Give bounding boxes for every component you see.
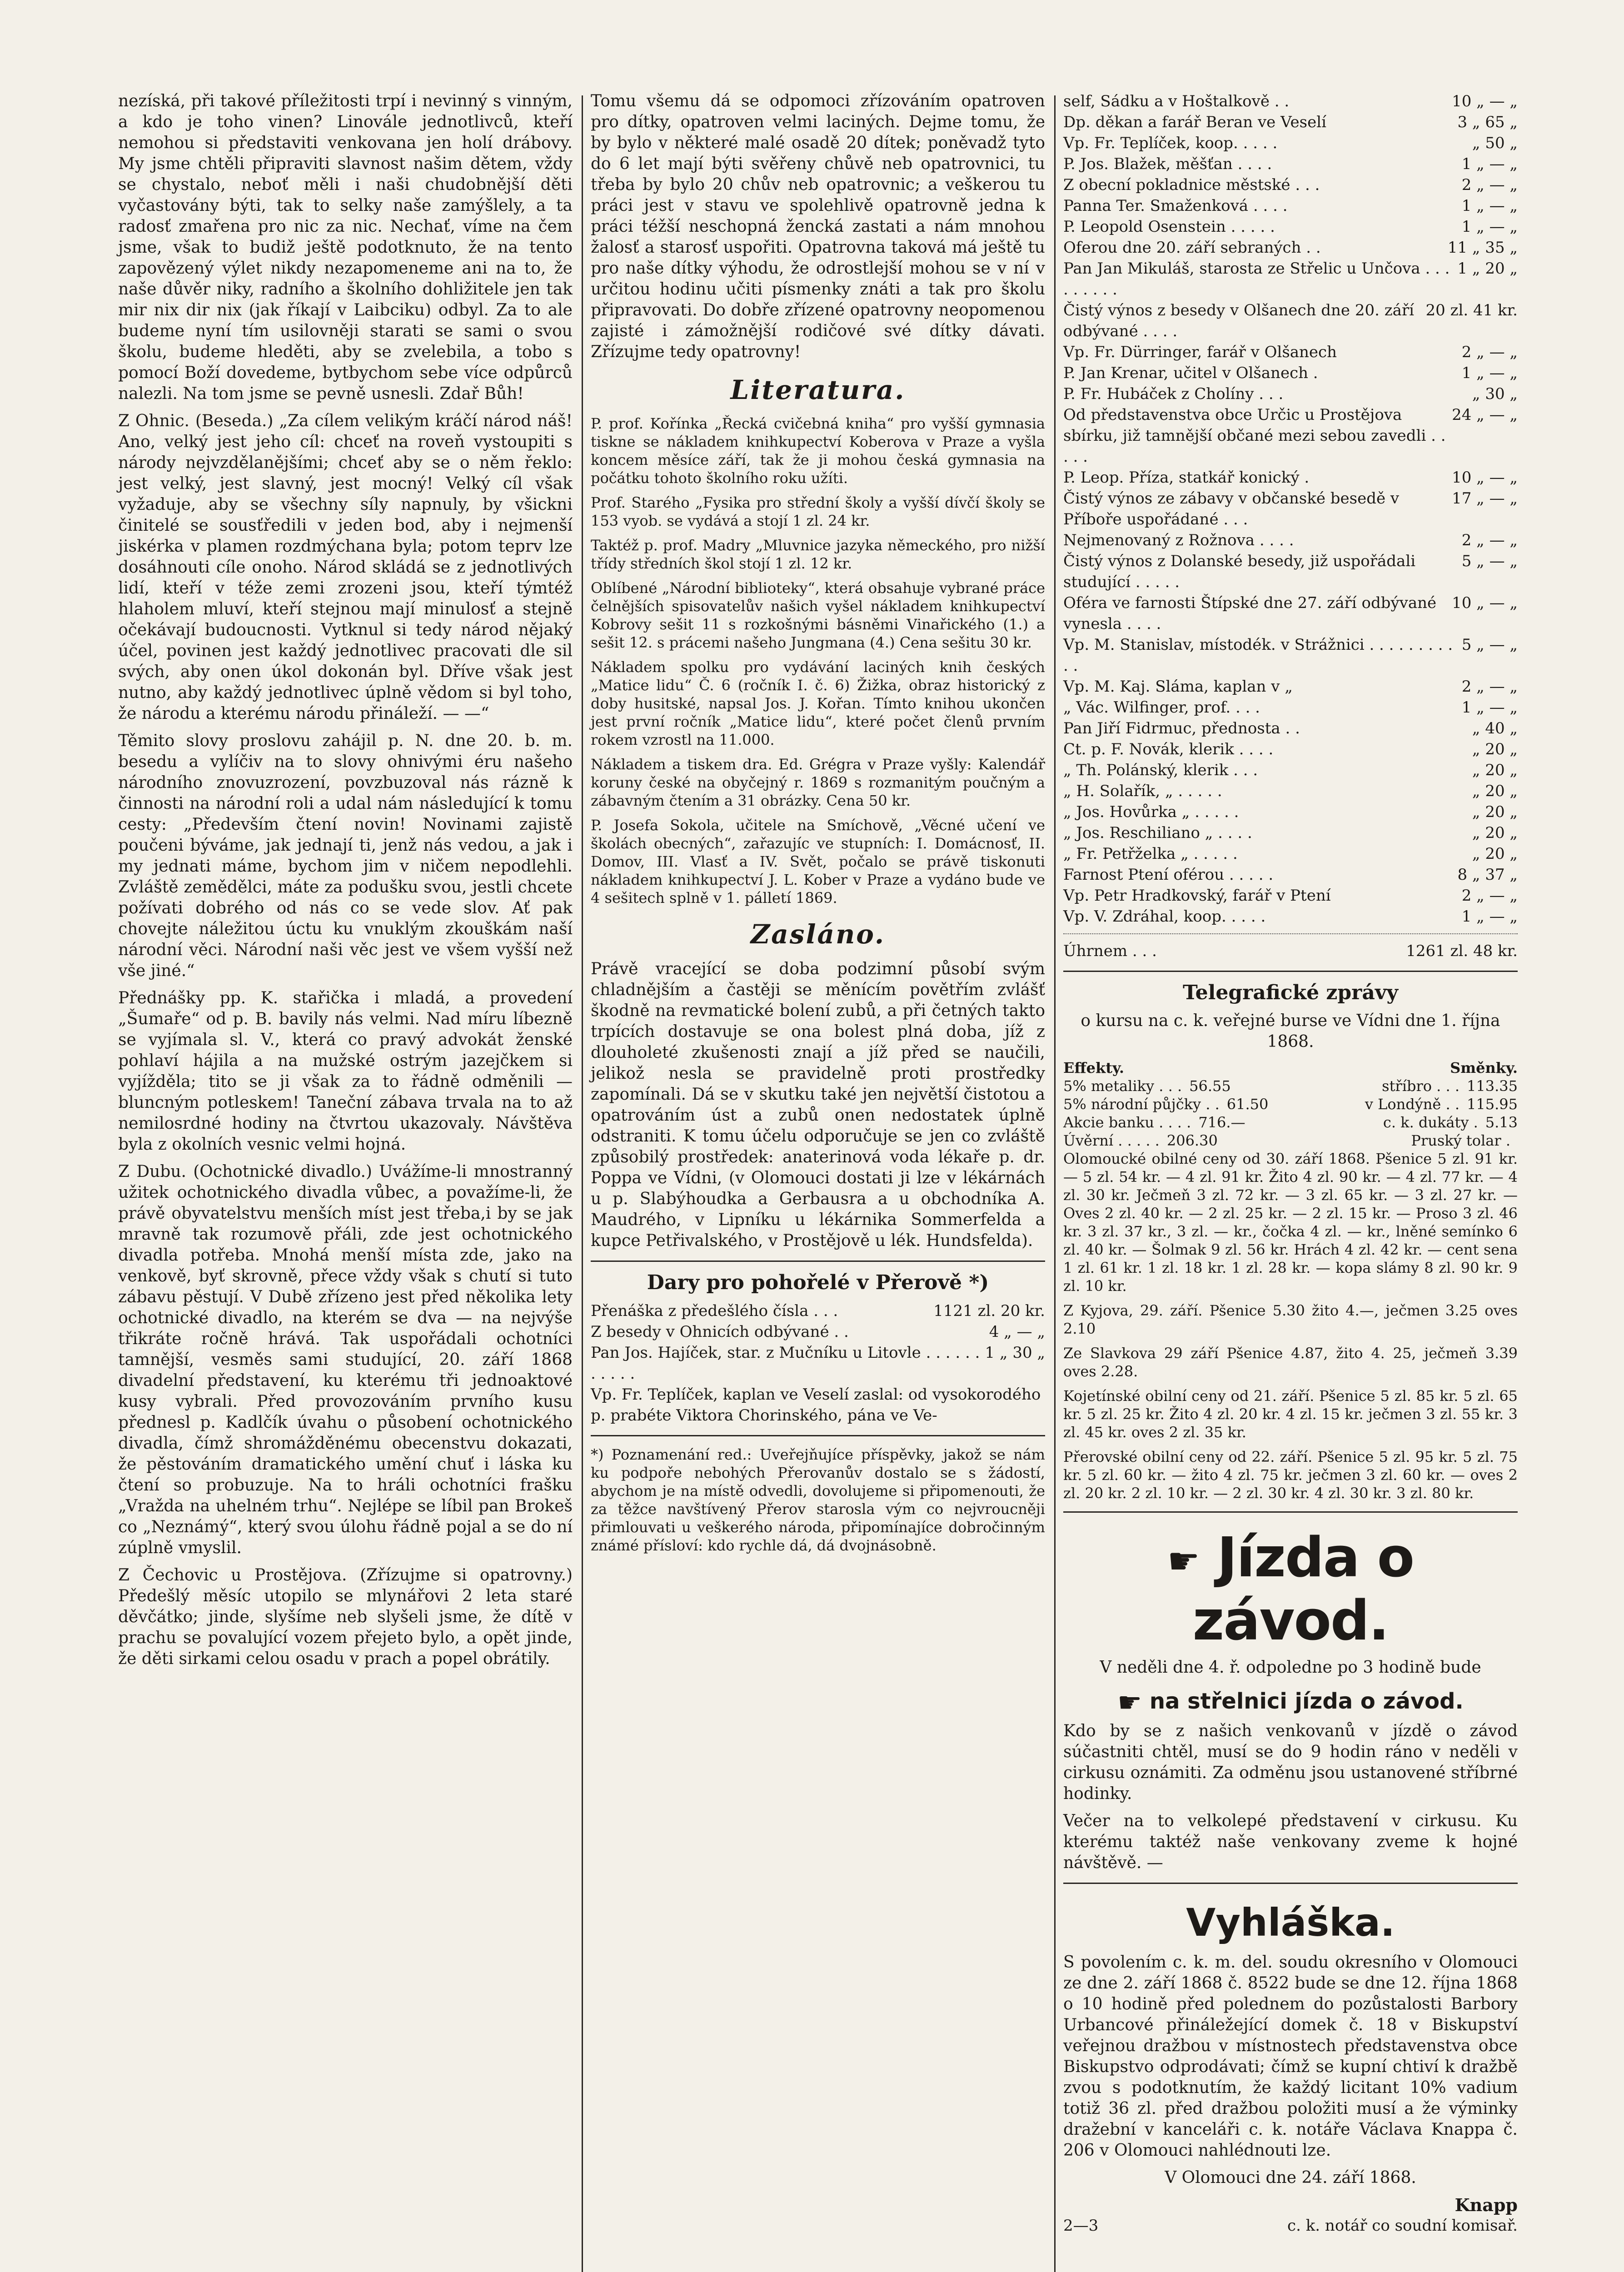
donor-row: „ H. Solařík, „ . . . . . „ 20 „ [1063, 782, 1518, 800]
pointing-hand-icon: ☛ [1117, 1687, 1142, 1719]
donor-row: Z obecní pokladnice městské . . . 2 „ — „ [1063, 176, 1518, 194]
article-paragraph: Přednášky pp. K. stařička i mladá, a provedení „Šumaře“ od p. B. bavily nás velmi. Nad míru líbezně se vyjímala sl. V., která co pravý advokát ženské pohlaví hájila a na mužské ostrým jazejčkem si vyjížděla; tito se ji však za to řádně odměnili — bluncným potleskem! Taneční zábava trvala na to až nemilosrdné hodiny na čtvrtou ukazovaly. Návštěva byla z okolních vesnic velmi hojná. [118, 989, 573, 1154]
donor-row: Oferou dne 20. září sebraných . . 11 „ 35 „ [1063, 239, 1518, 257]
donor-row: Oféra ve farnosti Štípské dne 27. září odbývané vynesla . . . . 10 „ — „ [1063, 594, 1518, 633]
exchange-table [1063, 1059, 1518, 1150]
footnote: *) Poznamenání red.: Uveřejňujíce příspěvky, jakož se nám ku podpoře nebohých Přerovanův dostalo se s žádostí, abychom je na místě odvedli, dovolujeme si připomenouti, že za těžce navštívený Přerov starosla vým co nejvroucněji přimlouvati u veškerého národa, připomínajíce dobročinným známé přísloví: kdo rychle dá, dá dvojnásobně. [591, 1446, 1045, 1554]
lit-paragraph: Nákladem a tiskem dra. Ed. Grégra v Praze vyšly: Kalendář koruny české na obyčejný r. 1869 s rozmanitým poučným a zábavným čtením a 31 obrázky. Cena 50 kr. [591, 756, 1045, 809]
announcement-signature: Knapp [1455, 2195, 1518, 2215]
donor-row: P. Leopold Osenstein . . . . . 1 „ — „ [1063, 218, 1518, 236]
donor-row: Vp. V. Zdráhal, koop. . . . . 1 „ — „ [1063, 907, 1518, 926]
donor-row: P. Leop. Příza, statkář konický . 10 „ — „ [1063, 468, 1518, 487]
lit-paragraph: Taktéž p. prof. Madry „Mluvnice jazyka německého, pro nižší třídy středních škol stojí 1 zl. 12 kr. [591, 537, 1045, 572]
section-heading-literatura: Literatura. [730, 374, 906, 405]
donations-heading: Dary pro pohořelé v Přerově *) [647, 1271, 989, 1294]
exchange-row: 5% metaliky . . . 56.55 stříbro . . . 113.35 [1063, 1077, 1518, 1095]
donor-row: Vp. Fr. Dürringer, farář v Olšanech 2 „ — „ [1063, 343, 1518, 361]
donor-row: „ Fr. Petřželka „ . . . . . „ 20 „ [1063, 845, 1518, 863]
exchange-row: 5% národní půjčky . . 61.50 v Londýně . . 115.95 [1063, 1096, 1518, 1113]
telegraph-subtitle: o kursu na c. k. veřejné burse ve Vídni dne 1. října 1868. [1081, 1011, 1500, 1051]
race-ad-text: Večer na to velkolepé představení v cirkusu. Ku kterému taktéž naše venkovany zveme k hojné návštěvě. — [1063, 1812, 1518, 1872]
divider [591, 1435, 1045, 1436]
donor-row: Od představenstva obce Určic u Prostějova sbírku, již tamnější občané mezi sebou zavedli . . . . . 24 „ — „ [1063, 406, 1518, 466]
divider [591, 1261, 1045, 1262]
article-paragraph: Z Čechovic u Prostějova. (Zřízujme si opatrovny.) Předešlý měsíc utopilo se mlynářovi 2 leta staré děvčátko; jinde, slyšíme neb slyšeli jsme, že dítě v prachu se povalující vozem přejeto bylo, a opět jinde, že děti sirkami celou osadu v prach a popel obrátily. [118, 1566, 573, 1668]
donor-row: P. Jan Krenar, učitel v Olšanech . 1 „ — „ [1063, 364, 1518, 382]
donor-row: Pan Jan Mikuláš, starosta ze Střelic u Unčova . . . . . . . . . 1 „ 20 „ [1063, 259, 1518, 299]
announcement-title: Vyhláška. [1186, 1900, 1395, 1945]
article-paragraph: nezíská, při takové příležitosti trpí i nevinný s vinným, a kdo je toho vinen? Linovále jednotlivců, kteří nemohou si představiti venkovana jen holí drábovy. My jsme chtěli připraviti slavnost našim dětem, vždy se chystalo, neboť měli i naši chudobnější děti vyčastovány býti, tak to selky naše zamýšlely, a ta radosť zmařena pro nic za nic. Nechať, víme na čem jsme, však to budiž ještě podotknuto, že na tento zapovězený výlet nikdy nezapomeneme ani na to, že naše důvěr niky, radního a školního dohližitele jen tak mir nix dir nix (jak říkají v Laibciku) odbyl. Za to ale budeme nyní tím usilovněji starati se sami o svou školu, budeme hleděti, aby se zvelebila, a tobo s pomocí Boží dovedeme, bytbychom sebe více odpůrců nalezli. Na tom jsme se pevně usnesli. Zdař Bůh! [118, 92, 573, 403]
donor-row: Dp. děkan a farář Beran ve Veselí 3 „ 65 „ [1063, 113, 1518, 131]
donor-total: Úhrnem . . . 1261 zl. 48 kr. [1063, 942, 1518, 960]
donor-row: Pan Jiří Fidrmuc, přednosta . . „ 40 „ [1063, 719, 1518, 737]
column-2 [591, 91, 1045, 1561]
market-prices: Olomoucké obilné ceny od 30. září 1868. Pšenice 5 zl. 91 kr. — 5 zl. 54 kr. — 4 zl. 91 kr. Žito 4 zl. 90 kr. — 4 zl. 77 kr. — 4 zl. 30 kr. Ječmeň 3 zl. 72 kr. — 3 zl. 65 kr. — 3 zl. 27 kr. — Oves 2 zl. 40 kr. — 2 zl. 25 kr. — 2 zl. 15 kr. — Proso 3 zl. 46 kr. 3 zl. 37 kr., 3 zl. — kr., čočka 4 zl. — kr., lněné semínko 6 zl. 40 kr. — Šolmak 9 zl. 56 kr. Hrách 4 zl. 42 kr. — cent sena 1 zl. 61 kr. 1 zl. 18 kr. 1 zl. 28 kr. — kopa slámy 8 zl. 90 kr. 9 zl. 10 kr. Z Kyjova, 29. září. Pšenice 5.30 žito 4.—, ječmen 3.25 oves 2.10 Ze Slavkova 29 září Pšenice 4.87, žito 4. 25, ječmeň 3.39 oves 2.28. Kojetínské obilní ceny od 21. září. Pšenice 5 zl. 85 kr. 5 zl. 65 kr. 5 zl. 25 kr. Žito 4 zl. 20 kr. 4 zl. 15 kr. ječmen 3 zl. 55 kr. 3 zl. 45 kr. oves 2 zl. 35 kr. Přerovské obilní ceny od 22. září. Pšenice 5 zl. 95 kr. 5 zl. 75 kr. 5 zl. 60 kr. — žito 4 zl. 75 kr. ječmen 3 zl. 60 kr. — oves 2 zl. 20 kr. 2 zl. 10 kr. — 2 zl. 30 kr. 4 zl. 30 kr. 3 zl. 80 kr. [1063, 1150, 1518, 1502]
announcement-text: S povolením c. k. m. del. soudu okresního v Olomouci ze dne 2. září 1868 č. 8522 bude se dne 12. října 1868 o 10 hodině před polednem do pozůstalosti Barbory Urbancové přináležející domek č. 18 v Biskupství veřejnou dražbou v místnostech představenstva obce Biskupstvo odprodávati; čímž se kupní chtiví k dražbě zvou s podotknutím, že každý licitant 10% vadium totiž 36 zl. před dražbou položiti musí a že výminky dražební v kanceláři c. k. notáře Václava Knappa č. 206 v Olomouci nahlédnouti lze. [1063, 1953, 1518, 2160]
lit-paragraph: P. prof. Kořínka „Řecká cvičebná kniha“ pro vyšší gymnasia tiskne se nákladem knihkupectví Koberova v Praze a vyšla koncem měsíce září, tak že ji mohou česká gymnasia na počátku tohoto školního roku užíti. [591, 415, 1045, 487]
donation-row: Přenáška z předešlého čísla . . . 1121 zl. 20 kr. [591, 1302, 1045, 1320]
race-ad-subtitle: ☛ na střelnici jízda o závod. [1063, 1684, 1518, 1721]
lit-paragraph: P. Josefa Sokola, učitele na Smíchově, „Věcné učení ve školách obecných“, zařazujíc ve stupních: I. Domácnosť, II. Domov, III. Vlasť a IV. Svět, počalo se právě tiskonuti nákladem knihkupectví J. L. Kober v Praze a vydáno bude ve 4 sešitech splně v 1. pálletí 1869. [591, 817, 1045, 907]
divider [1063, 1511, 1518, 1513]
lit-paragraph: Oblíbené „Národní biblioteky“, která obsahuje vybrané práce čelnějších spisovatelův našich vyšel nákladem knihkupectví Kobrovy sešit 11 s rozkošnými básněmi Vinařického (1.) a sešit 12. s prácemi našeho Jungmana (4.) Cena sešitu 30 kr. [591, 579, 1045, 651]
donor-row: Čistý výnos z Dolanské besedy, již uspořádali studující . . . . . 5 „ — „ [1063, 552, 1518, 591]
donor-row: P. Jos. Blažek, měšťan . . . . 1 „ — „ [1063, 155, 1518, 173]
donor-row: Vp. Petr Hradkovský, farář v Ptení 2 „ — „ [1063, 887, 1518, 905]
race-ad-title: ☛ Jízda o závod. [1167, 1526, 1414, 1653]
donor-row: Vp. Fr. Teplíček, koop. . . . . „ 50 „ [1063, 134, 1518, 152]
donation-row: Vp. Fr. Teplíček, kaplan ve Veselí zaslal: od vysokorodého p. prabéte Viktora Chorinského, pána ve Ve- [591, 1385, 1041, 1425]
column-1 [118, 91, 573, 1676]
exchange-row: Úvěrní . . . . . 206.30 Pruský tolar . [1063, 1132, 1510, 1149]
divider [1063, 933, 1518, 934]
donor-row: Čistý výnos ze zábavy v občanské besedě v Příboře uspořádané . . . 17 „ — „ [1063, 489, 1518, 528]
article-paragraph: Z Ohnic. (Beseda.) „Za cílem velikým kráčí národ náš! Ano, velký jest jeho cíl: chceť na roveň vystoupiti s národy nejvzdělanějšími; chceť aby se o něm řeklo: jest velký, jest slavný, jest mocný! Velký cíl však vyžaduje, aby se všechny síly napnuly, by všickni činitelé se sousťředili v jeden bod, aby i nejmenší jiskérka v plamen rozdmýchana byla; potom teprv lze dosáhnouti cíle onoho. Národ skládá se z jednotlivých lidí, kteří v téže zemi zrozeni jsou, kteří týmtéž hlaholem mluví, kteří stejnou mají minulosť a stejně očekávají budoucnosti. Vytknul si tedy národ nějaký účel, povinen jest každý jednotlivec pracovati dle sil svých, aby onen úkol dokonán byl. Dříve však jest nutno, aby každý jednotlivec úplně vědom si byl toho, že národu a kterému národu přináleží. — —“ [118, 412, 573, 723]
donor-row: Čistý výnos z besedy v Olšanech dne 20. září odbývané . . . . 20 zl. 41 kr. [1063, 301, 1518, 340]
donor-row: „ Jos. Reschiliano „ . . . . „ 20 „ [1063, 824, 1518, 842]
zaslano-paragraph: Právě vracející se doba podzimní působí svým chladnějším a častěji se měnícím povětřím zvlášť škodně na revmatické bolení zubů, a při četných takto trpících dostavuje se ona bolest plná doba, jíž z dlouholeté zkušenosti znají a jíž před se naučili, jelikož nesla se pravidelně proti prostředky zapomínali. Dá se v skutku také jen největší čistotou a opatrováním úst a zubů onen nedostatek úplně odstraniti. K tomu účelu odporučuje se jen co zvláště způsobilý prostředek: anaterinová voda lékaře p. dr. Poppa ve Vídni, (v Olomouci dostati ji lze v lékárnách u p. Slabýhoudka a Gerbausra a u obchodníka A. Maudrého, v Lipníku u lékárnika Sommerfelda a kupce Petřivalského, v Prostějově u lék. Hundsfelda). [591, 960, 1045, 1250]
lit-paragraph: Prof. Starého „Fysika pro střední školy a vyšší dívčí školy se 153 vyob. se vydává a stojí 1 zl. 24 kr. [591, 494, 1045, 529]
donor-row: self, Sádku a v Hoštalkově . . 10 „ — „ [1063, 92, 1518, 110]
donor-row: Panna Ter. Smaženková . . . . 1 „ — „ [1063, 197, 1518, 215]
article-paragraph: Z Dubu. (Ochotnické divadlo.) Uvážíme-li mnostranný užitek ochotnického divadla vůbec, a považíme-li, že právě obyvatelstvu menších míst jest třeba,i by se jak mravně tak rozumově přáli, zde jest ochotnického divadla potřeba. Mnohá menší místa zde, jako na venkově, byť skrovně, přece vždy však s chutí si tuto zábavu pěstují. V Dubě zřízeno jest před několika lety ochotnické divadlo, na kterém se dva — na nejvýše třikráte ročně hrává. Tak uspořádali ochotníci tamnější, vesměs sami studující, 20. září 1868 divadelní představení, ku kterému tři jednoaktové kusy vybrali. Před provozováním prvního kusu přednesl p. Kadlčík úvahu o působení ochotnického divadla, čímž shromážděnému obecenstvu dokazati, že pěstováním dramatického umění chuť i láska ku čtení so probuzuje. Na to hráli ochotníci frašku „Vražda na uhelném trhu“. Nejlépe se líbil pan Brokeš co „Neznámý“, který svou úlohu řádně pojal a se do ní zúplně vmyslil. [118, 1162, 573, 1557]
donation-row: Z besedy v Ohnicích odbývané . . 4 „ — „ [591, 1323, 1045, 1341]
page-body [118, 91, 1518, 2272]
donor-row: Ct. p. F. Novák, klerik . . . . „ 20 „ [1063, 740, 1518, 758]
announcement-footer: 2—3 c. k. notář co soudní komisař. [1063, 2217, 1518, 2235]
column-rule [1054, 95, 1056, 2272]
article-paragraph: Tomu všemu dá se odpomoci zřízováním opatroven pro dítky, opatroven velmi laciných. Dejme tomu, že by bylo v některé malé osadě 20 dítek; poněvadž tyto do 6 let mají býti svěřeny chůvě neb opatrovnici, tu třeba by bylo 20 chův neb opatrovnic; a veškerou tu práci jest v stavu ve spolehlivě opatrovně jedna k práci téžší neschopná žencká zastati a nám mnohou žalosť a starosť uspořiti. Opatrovna taková má ještě tu pro naše dítky výhodu, že odrostlejší mohou se v ní v určitou hodinu učiti písmenky znáti a tak pro školu připravovati. Do dobře zřízené opatrovny neopomenou zajisté i zámožnější rodičové své dítky dávati. Zřízujme tedy opatrovny! [591, 92, 1045, 361]
donation-row: Pan Jos. Hajíček, star. z Mučníku u Litovle . . . . . . . . . . . 1 „ 30 „ [591, 1344, 1045, 1383]
exchange-header: Effekty. Směnky. [1063, 1059, 1518, 1076]
race-ad-text: Kdo by se z našich venkovanů v jízdě o závod súčastniti chtěl, musí se do 9 hodin ráno v neděli v cirkusu oznámiti. Za odměnu jsou ustanovené stříbrné hodinky. [1063, 1722, 1518, 1803]
announcement-date: V Olomouci dne 24. září 1868. [1165, 2168, 1416, 2187]
lit-paragraph: Nákladem spolku pro vydávání laciných knih českých „Matice lidu“ Č. 6 (ročník I. č. 6) Žižka, obraz historický z doby husitské, napsal Jos. J. Kořan. Tímto knihou ukončen jest první ročník „Matice lidu“, které počet členů prvním rokem vzrostl na 11.000. [591, 658, 1045, 748]
donor-row: Vp. M. Kaj. Sláma, kaplan v „ 2 „ — „ [1063, 678, 1518, 696]
race-ad-text: V neděli dne 4. ř. odpoledne po 3 hodině bude [1100, 1658, 1481, 1677]
article-paragraph: Těmito slovy proslovu zahájil p. N. dne 20. b. m. besedu a vylíčiv na to slovy ohnivými éru našeho národního znovuzrození, povzbuzoval nás rázně k činnosti na národní roli a udal nám následující k tomu cesty: „Především čtení novin! Novinami zajistě poučeni býváme, jak jednají ti, jenž nás vedou, a jak i my jednati máme, bychom jim v ničem nepodlehli. Zvláště zemědělci, máte za podušku svou, jestli chcete požívati dobrého od nás co se vede slov. Ať pak chovejte náležitou úctu ku vnuklým zkouškám naší národní věci. Národní naši věc jest ve všem vyšší než vše jiné.“ [118, 732, 573, 980]
divider [1063, 971, 1518, 972]
donor-row: P. Fr. Hubáček z Cholíny . . . „ 30 „ [1063, 385, 1518, 403]
exchange-row: Akcie banku . . . . 716.— c. k. dukáty . 5.13 [1063, 1114, 1518, 1131]
donor-row: Vp. M. Stanislav, místodék. v Strážnici . . . . . . . . . . . 5 „ — „ [1063, 636, 1518, 675]
column-rule [582, 95, 583, 2272]
divider [1063, 1883, 1518, 1884]
donor-row: Nejmenovaný z Rožnova . . . . 2 „ — „ [1063, 531, 1518, 549]
pointing-hand-icon: ☛ [1167, 1540, 1199, 1583]
donor-row: „ Th. Polánský, klerik . . . „ 20 „ [1063, 761, 1518, 779]
literature-section [591, 414, 1045, 907]
column-3 [1063, 91, 1518, 2236]
donor-row: Farnost Ptení oférou . . . . . 8 „ 37 „ [1063, 866, 1518, 884]
section-heading-zaslano: Zasláno. [750, 919, 886, 950]
donor-row: „ Vác. Wilfinger, prof. . . . 1 „ — „ [1063, 698, 1518, 717]
donor-row: „ Jos. Hovůrka „ . . . . . „ 20 „ [1063, 803, 1518, 821]
donor-list [1063, 91, 1518, 962]
telegraph-heading: Telegrafické zprávy [1182, 981, 1398, 1004]
